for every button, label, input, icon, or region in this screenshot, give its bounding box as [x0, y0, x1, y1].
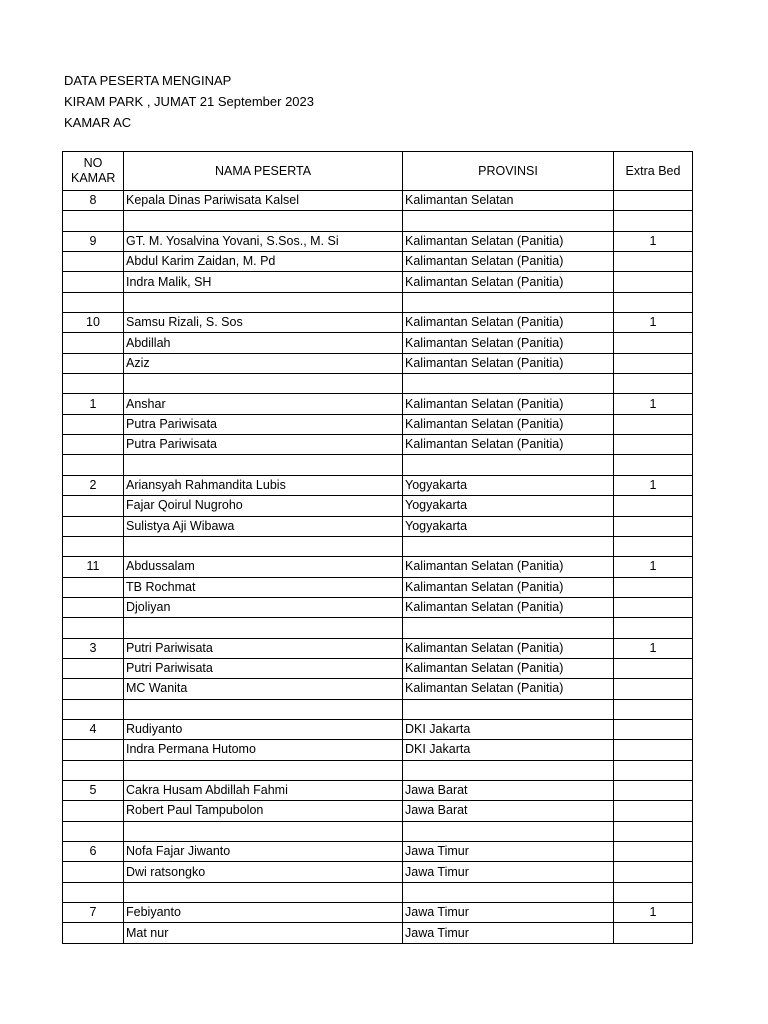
participant-name-cell: Samsu Rizali, S. Sos [124, 313, 403, 333]
room-number-cell [63, 292, 124, 312]
participants-table [62, 151, 693, 944]
room-number-cell: 9 [63, 231, 124, 251]
table-row [63, 618, 693, 638]
province-cell: Yogyakarta [403, 516, 614, 536]
participant-name-cell: MC Wanita [124, 679, 403, 699]
extra-bed-cell: 1 [614, 903, 693, 923]
province-cell: Kalimantan Selatan [403, 191, 614, 211]
table-row [63, 333, 693, 353]
room-number-cell [63, 882, 124, 902]
room-number-cell [63, 618, 124, 638]
extra-bed-cell [614, 516, 693, 536]
extra-bed-cell: 1 [614, 394, 693, 414]
extra-bed-cell [614, 577, 693, 597]
table-row [63, 740, 693, 760]
province-cell: Kalimantan Selatan (Panitia) [403, 333, 614, 353]
extra-bed-cell [614, 658, 693, 678]
extra-bed-cell [614, 618, 693, 638]
participant-name-cell: Rudiyanto [124, 719, 403, 739]
extra-bed-cell [614, 882, 693, 902]
province-cell [403, 699, 614, 719]
province-cell [403, 211, 614, 231]
province-cell: Kalimantan Selatan (Panitia) [403, 557, 614, 577]
extra-bed-cell [614, 597, 693, 617]
extra-bed-cell [614, 191, 693, 211]
room-number-cell [63, 496, 124, 516]
table-row [63, 699, 693, 719]
room-number-cell [63, 211, 124, 231]
participant-name-cell: Cakra Husam Abdillah Fahmi [124, 780, 403, 800]
table-row [63, 191, 693, 211]
room-number-cell [63, 374, 124, 394]
participant-name-cell: Abdul Karim Zaidan, M. Pd [124, 252, 403, 272]
province-cell [403, 292, 614, 312]
province-cell: Kalimantan Selatan (Panitia) [403, 679, 614, 699]
province-cell: Kalimantan Selatan (Panitia) [403, 414, 614, 434]
participant-name-cell: Putri Pariwisata [124, 658, 403, 678]
province-cell: Kalimantan Selatan (Panitia) [403, 272, 614, 292]
table-row [63, 374, 693, 394]
table-row [63, 435, 693, 455]
table-row [63, 577, 693, 597]
table-row [63, 801, 693, 821]
participant-name-cell: Indra Permana Hutomo [124, 740, 403, 760]
participant-name-cell: Ariansyah Rahmandita Lubis [124, 475, 403, 495]
event-location-date: KIRAM PARK , JUMAT 21 September 2023 [64, 94, 314, 109]
room-number-cell [63, 923, 124, 943]
room-number-cell [63, 516, 124, 536]
table-row [63, 679, 693, 699]
table-row [63, 272, 693, 292]
document-title: DATA PESERTA MENGINAP [64, 73, 232, 88]
extra-bed-cell [614, 435, 693, 455]
room-number-cell: 3 [63, 638, 124, 658]
extra-bed-cell [614, 252, 693, 272]
room-number-cell [63, 435, 124, 455]
header-nama-peserta: NAMA PESERTA [124, 152, 403, 191]
participant-name-cell: Abdussalam [124, 557, 403, 577]
extra-bed-cell: 1 [614, 557, 693, 577]
table-row [63, 780, 693, 800]
table-row [63, 211, 693, 231]
province-cell: DKI Jakarta [403, 719, 614, 739]
room-number-cell [63, 455, 124, 475]
table-row [63, 903, 693, 923]
extra-bed-cell [614, 414, 693, 434]
table-row [63, 455, 693, 475]
province-cell: Kalimantan Selatan (Panitia) [403, 577, 614, 597]
extra-bed-cell [614, 211, 693, 231]
participant-name-cell: Fajar Qoirul Nugroho [124, 496, 403, 516]
room-number-cell [63, 862, 124, 882]
province-cell: Kalimantan Selatan (Panitia) [403, 252, 614, 272]
document-header [64, 70, 314, 133]
participant-name-cell [124, 211, 403, 231]
province-cell [403, 536, 614, 556]
table-row [63, 557, 693, 577]
province-cell [403, 374, 614, 394]
province-cell: Jawa Barat [403, 801, 614, 821]
room-number-cell: 8 [63, 191, 124, 211]
room-number-cell [63, 801, 124, 821]
province-cell: Kalimantan Selatan (Panitia) [403, 313, 614, 333]
room-number-cell [63, 679, 124, 699]
participant-name-cell: TB Rochmat [124, 577, 403, 597]
table-header-row [63, 152, 693, 191]
room-number-cell [63, 333, 124, 353]
province-cell [403, 618, 614, 638]
extra-bed-cell [614, 353, 693, 373]
room-number-cell: 2 [63, 475, 124, 495]
province-cell: Kalimantan Selatan (Panitia) [403, 638, 614, 658]
room-number-cell: 6 [63, 842, 124, 862]
province-cell: Kalimantan Selatan (Panitia) [403, 597, 614, 617]
table-row [63, 394, 693, 414]
participant-name-cell [124, 618, 403, 638]
extra-bed-cell [614, 862, 693, 882]
participant-name-cell [124, 455, 403, 475]
extra-bed-cell [614, 821, 693, 841]
extra-bed-cell [614, 760, 693, 780]
province-cell: Kalimantan Selatan (Panitia) [403, 658, 614, 678]
participant-name-cell: Mat nur [124, 923, 403, 943]
room-number-cell: 4 [63, 719, 124, 739]
table-row [63, 597, 693, 617]
participant-name-cell [124, 821, 403, 841]
province-cell: DKI Jakarta [403, 740, 614, 760]
room-number-cell [63, 740, 124, 760]
province-cell: Jawa Timur [403, 842, 614, 862]
table-row [63, 475, 693, 495]
participant-name-cell [124, 536, 403, 556]
extra-bed-cell [614, 801, 693, 821]
room-number-cell [63, 252, 124, 272]
participant-name-cell: Abdillah [124, 333, 403, 353]
room-number-cell: 11 [63, 557, 124, 577]
extra-bed-cell [614, 496, 693, 516]
province-cell: Yogyakarta [403, 496, 614, 516]
extra-bed-cell [614, 333, 693, 353]
room-number-cell: 1 [63, 394, 124, 414]
province-cell: Jawa Barat [403, 780, 614, 800]
table-row [63, 719, 693, 739]
table-row [63, 536, 693, 556]
table-row [63, 516, 693, 536]
extra-bed-cell [614, 719, 693, 739]
participant-name-cell: Anshar [124, 394, 403, 414]
room-number-cell [63, 658, 124, 678]
participant-name-cell [124, 882, 403, 902]
table-row [63, 313, 693, 333]
table-row [63, 842, 693, 862]
province-cell: Jawa Timur [403, 923, 614, 943]
extra-bed-cell [614, 272, 693, 292]
participant-name-cell: Kepala Dinas Pariwisata Kalsel [124, 191, 403, 211]
extra-bed-cell [614, 699, 693, 719]
extra-bed-cell: 1 [614, 231, 693, 251]
extra-bed-cell [614, 923, 693, 943]
room-number-cell [63, 353, 124, 373]
table-row [63, 658, 693, 678]
participant-name-cell: Putri Pariwisata [124, 638, 403, 658]
room-number-cell: 10 [63, 313, 124, 333]
room-number-cell [63, 821, 124, 841]
table-row [63, 353, 693, 373]
header-extra-bed: Extra Bed [614, 152, 693, 191]
room-number-cell [63, 577, 124, 597]
room-number-cell [63, 699, 124, 719]
participant-name-cell: Putra Pariwisata [124, 414, 403, 434]
room-type: KAMAR AC [64, 115, 132, 130]
participant-name-cell: Dwi ratsongko [124, 862, 403, 882]
room-number-cell [63, 414, 124, 434]
participant-name-cell: Djoliyan [124, 597, 403, 617]
extra-bed-cell: 1 [614, 638, 693, 658]
table-row [63, 292, 693, 312]
province-cell [403, 455, 614, 475]
extra-bed-cell [614, 842, 693, 862]
room-number-cell [63, 597, 124, 617]
table-row [63, 414, 693, 434]
participant-name-cell [124, 699, 403, 719]
header-provinsi: PROVINSI [403, 152, 614, 191]
table-row [63, 252, 693, 272]
participant-name-cell [124, 374, 403, 394]
header-no-kamar: NO KAMAR [63, 152, 124, 191]
table-row [63, 923, 693, 943]
table-row [63, 760, 693, 780]
participant-name-cell [124, 292, 403, 312]
province-cell: Jawa Timur [403, 862, 614, 882]
participant-name-cell: GT. M. Yosalvina Yovani, S.Sos., M. Si [124, 231, 403, 251]
table-row [63, 496, 693, 516]
room-number-cell [63, 760, 124, 780]
room-number-cell [63, 272, 124, 292]
province-cell: Yogyakarta [403, 475, 614, 495]
extra-bed-cell [614, 292, 693, 312]
table-row [63, 862, 693, 882]
extra-bed-cell: 1 [614, 475, 693, 495]
room-number-cell: 7 [63, 903, 124, 923]
table-row [63, 821, 693, 841]
extra-bed-cell [614, 780, 693, 800]
table-row [63, 882, 693, 902]
province-cell: Kalimantan Selatan (Panitia) [403, 435, 614, 455]
province-cell [403, 760, 614, 780]
extra-bed-cell [614, 536, 693, 556]
extra-bed-cell [614, 455, 693, 475]
participant-name-cell: Robert Paul Tampubolon [124, 801, 403, 821]
table-row [63, 638, 693, 658]
participant-name-cell: Sulistya Aji Wibawa [124, 516, 403, 536]
room-number-cell: 5 [63, 780, 124, 800]
province-cell: Kalimantan Selatan (Panitia) [403, 353, 614, 373]
province-cell: Jawa Timur [403, 903, 614, 923]
room-number-cell [63, 536, 124, 556]
participant-name-cell: Nofa Fajar Jiwanto [124, 842, 403, 862]
extra-bed-cell [614, 679, 693, 699]
participant-name-cell: Aziz [124, 353, 403, 373]
province-cell: Kalimantan Selatan (Panitia) [403, 394, 614, 414]
extra-bed-cell [614, 374, 693, 394]
participant-name-cell [124, 760, 403, 780]
participant-name-cell: Indra Malik, SH [124, 272, 403, 292]
province-cell [403, 821, 614, 841]
participant-name-cell: Putra Pariwisata [124, 435, 403, 455]
province-cell: Kalimantan Selatan (Panitia) [403, 231, 614, 251]
province-cell [403, 882, 614, 902]
participant-name-cell: Febiyanto [124, 903, 403, 923]
extra-bed-cell [614, 740, 693, 760]
extra-bed-cell: 1 [614, 313, 693, 333]
table-row [63, 231, 693, 251]
